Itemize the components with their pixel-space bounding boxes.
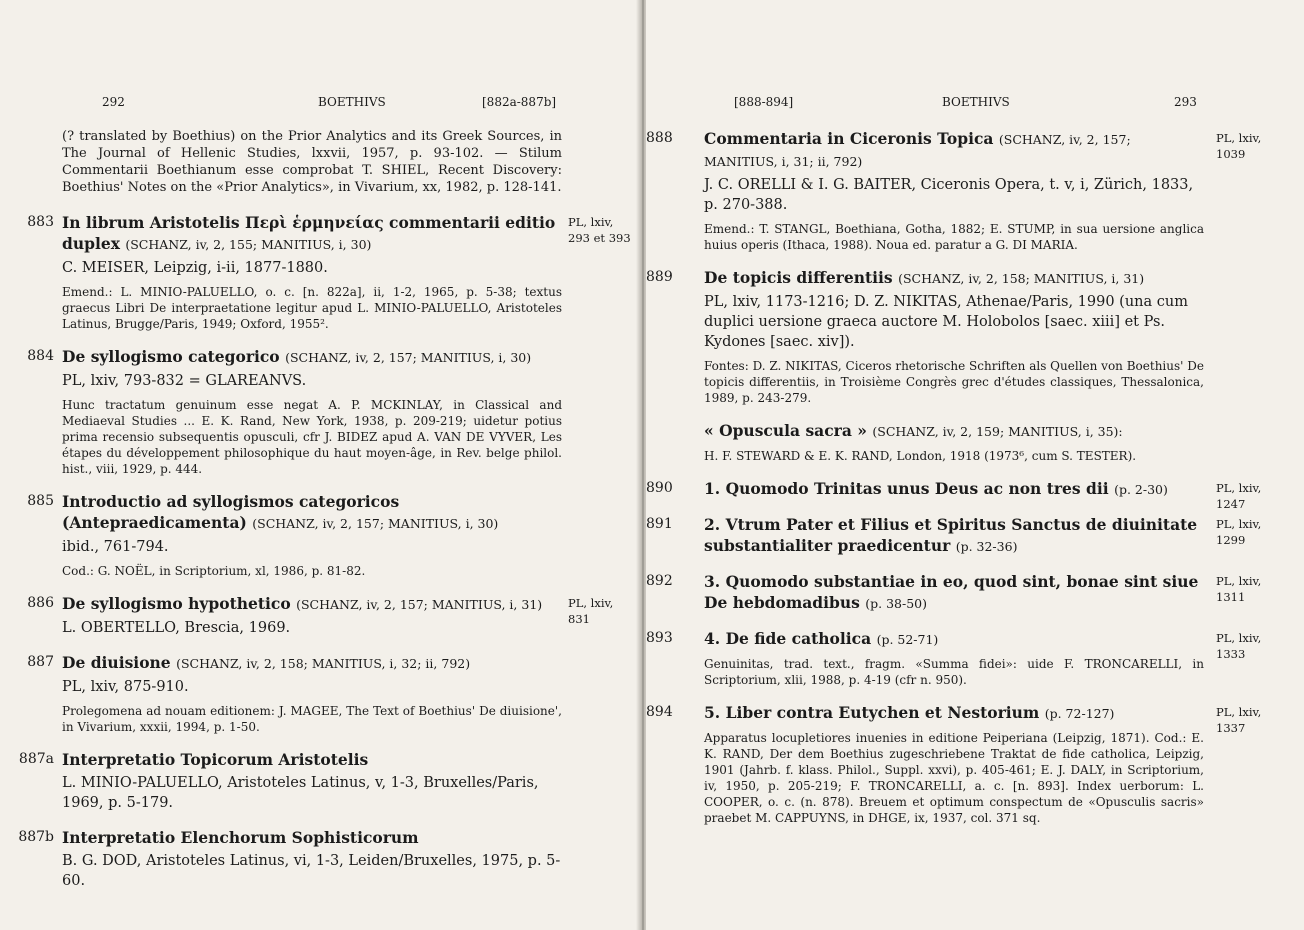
catalog-entry [646,514,1262,557]
entry-reference: (SCHANZ, iv, 2, 159; MANITIUS, i, 35): [872,424,1123,439]
entry-edition: PL, lxiv, 1173-1216; D. Z. NIKITAS, Athenae/Paris, 1990 (una cum duplici uersione graeca auctore M. Holobolos [saec. xiii] et Ps. Kydones [saec. xiv]). [704,294,1188,350]
left-running-title: BOETHIVS [318,95,386,109]
entry-title [704,702,1204,724]
entry-number: 891 [646,516,673,532]
left-page [0,0,642,930]
catalog-entry [27,593,614,638]
catalog-entry [646,128,1262,253]
catalog-entry [27,212,631,332]
entry-sidenote: PL, lxiv, 1311 [1216,574,1262,604]
entry-title [62,491,562,534]
entry-notes: Emend.: L. MINIO-PALUELLO, o. c. [n. 822a], ii, 1-2, 1965, p. 5-38; textus graecus Libri De interpraetatione legitur apud L. MINIO-PALUELLO, Aristoteles Latinus, Brugge/Paris, 1949; Oxford, 1955². [62,285,562,331]
entry-title-text: In librum Aristotelis Περὶ ἑρμηνείας commentarii editio duplex [62,213,556,253]
right-running-title: BOETHIVS [942,95,1010,109]
entry-edition: C. MEISER, Leipzig, i-ii, 1877-1880. [62,260,328,276]
entry-edition: L. MINIO-PALUELLO, Aristoteles Latinus, v, 1-3, Bruxelles/Paris, 1969, p. 5-179. [62,775,539,811]
entry-number: 887a [18,751,54,767]
left-range: [882a-887b] [482,95,557,109]
entry-title-text: De syllogismo categorico [62,347,280,366]
entry-notes: Fontes: D. Z. NIKITAS, Ciceros rhetorische Schriften als Quellen von Boethius' De topicis differentiis, in Troisième Congrès grec d'études classiques, Thessalonica, 1989, p. 243-279. [704,359,1204,405]
entry-sidenote: PL, lxiv, 1299 [1216,517,1262,547]
entry-title-text: 4. De fide catholica [704,629,872,648]
entry-reference: (p. 52-71) [876,632,939,647]
entry-notes: Hunc tractatum genuinum esse negat A. P. MCKINLAY, in Classical and Mediaeval Studies ... E. K. Rand, New York, 1938, p. 209-219; uidetur potius prima recensio subsequentis opusculi, cfr J. BIDEZ apud A. VAN DE VYVER, Les étapes du développement philosophique du haut moyen-âge, in Rev. belge philol. hist., viii, 1929, p. 444. [62,398,562,476]
entry-reference: (p. 2-30) [1114,482,1168,497]
entry-title-text: Interpretatio Elenchorum Sophisticorum [62,828,419,847]
entry-title [62,593,562,615]
entry-sidenote: PL, lxiv, 293 et 393 [568,215,631,245]
entry-reference: (p. 38-50) [865,596,928,611]
entry-title-text: 2. Vtrum Pater et Filius et Spiritus Sanctus de diuinitate substantialiter praedicentur [704,515,1198,555]
entry-title-text: Interpretatio Topicorum Aristotelis [62,750,369,769]
entry-sidenote: PL, lxiv, 1333 [1216,631,1262,661]
entry-title-text: De diuisione [62,653,171,672]
entry-reference: (SCHANZ, iv, 2, 157; MANITIUS, i, 30) [252,516,499,531]
entry-number: 890 [646,480,673,496]
catalog-entry [27,652,562,735]
entry-title [704,128,1204,172]
entry-title-text: Commentaria in Ciceronis Topica [704,129,994,148]
entry-title [62,346,562,368]
entry-title [62,749,562,770]
entry-number: 887b [18,829,54,845]
entry-number: 892 [646,573,673,589]
entry-edition: J. C. ORELLI & I. G. BAITER, Ciceronis Opera, t. v, i, Zürich, 1833, p. 270-388. [704,177,1194,213]
catalog-entry [646,571,1262,614]
entry-title-text: De topicis differentiis [704,268,893,287]
entry-reference: (p. 72-127) [1044,706,1115,721]
entry-reference: (SCHANZ, iv, 2, 158; MANITIUS, i, 32; ii, 792) [176,656,471,671]
entry-edition: ibid., 761-794. [62,539,169,555]
entry-title [704,267,1204,289]
entry-notes: Cod.: G. NOËL, in Scriptorium, xl, 1986, p. 81-82. [62,564,366,578]
entry-number: 883 [27,214,54,230]
entry-number: 884 [27,348,54,364]
catalog-entry [18,827,562,891]
entry-title-text: Introductio ad syllogismos categoricos (Antepraedicamenta) [62,492,400,532]
entry-number: 885 [27,493,54,509]
entry-title-text: « Opuscula sacra » [704,421,867,440]
right-page-number: 293 [1174,95,1197,109]
catalog-entry [704,420,1204,464]
left-column [18,128,631,905]
entry-title-text: 5. Liber contra Eutychen et Nestorium [704,703,1040,722]
intro-paragraph: (? translated by Boethius) on the Prior Analytics and its Greek Sources, in The Journal of Hellenic Studies, lxxvii, 1957, p. 93-102. — Stilum Commentarii Boethianum esse comprobat T. SHIEL, Recent Discovery: Boethius' Notes on the «Prior Analytics», in Vivarium, xx, 1982, p. 128-141. [62,129,562,195]
entry-sidenote: PL, lxiv, 1247 [1216,481,1262,511]
entry-edition: PL, lxiv, 793-832 = GLAREANVS. [62,373,307,389]
entry-sidenote: PL, lxiv, 1039 [1216,131,1262,161]
entry-title [704,420,1204,442]
catalog-entry [27,491,562,579]
entry-edition: L. OBERTELLO, Brescia, 1969. [62,620,291,636]
entry-number: 886 [27,595,54,611]
entry-title-text: 3. Quomodo substantiae in eo, quod sint, bonae sint siue De hebdomadibus [704,572,1199,612]
entry-edition: PL, lxiv, 875-910. [62,679,189,695]
entry-reference: (SCHANZ, iv, 2, 157; MANITIUS, i, 31; ii, 792) [704,132,1131,169]
right-range: [888-894] [734,95,794,109]
entry-edition: B. G. DOD, Aristoteles Latinus, vi, 1-3, Leiden/Bruxelles, 1975, p. 5-60. [62,853,561,889]
catalog-entry [646,267,1204,406]
entry-sidenote: PL, lxiv, 1337 [1216,705,1262,735]
right-column [646,128,1262,840]
entry-title [704,628,1204,650]
entry-number: 893 [646,630,673,646]
entry-title [62,652,562,674]
entry-number: 889 [646,269,673,285]
entry-title-text: 1. Quomodo Trinitas unus Deus ac non tres dii [704,479,1109,498]
entry-reference: (SCHANZ, iv, 2, 157; MANITIUS, i, 30) [285,350,532,365]
entry-number: 894 [646,704,673,720]
entry-title [62,212,562,255]
entry-reference: (p. 32-36) [955,539,1018,554]
entry-title [704,571,1204,614]
catalog-entry [646,702,1262,826]
entry-notes: Apparatus locupletiores inuenies in editione Peiperiana (Leipzig, 1871). Cod.: E. K. RAND, Der dem Boethius zugeschriebene Traktat de fide catholica, Leipzig, 1901 (Jahrb. f. klass. Philol., Suppl. xxvi), p. 405-461; E. J. DALY, in Scriptorium, iv, 1950, p. 205-219; F. TRONCARELLI, a. c. [n. 893]. Index uerborum: L. COOPER, o. c. (n. 878). Breuem et optimum conspectum de «Opusculis sacris» praebet M. CAPPUYNS, in DHGE, ix, 1937, col. 371 sq. [704,731,1204,825]
entry-reference: (SCHANZ, iv, 2, 155; MANITIUS, i, 30) [125,237,372,252]
right-page [646,0,1304,930]
catalog-entry [646,628,1262,688]
catalog-entry [27,346,562,477]
catalog-entry [646,478,1262,511]
catalog-entry [18,749,562,813]
entry-number: 887 [27,654,54,670]
entry-number: 888 [646,130,673,146]
entry-notes: Genuinitas, trad. text., fragm. «Summa fidei»: uide F. TRONCARELLI, in Scriptorium, xlii, 1988, p. 4-19 (cfr n. 950). [704,657,1204,687]
entry-sidenote: PL, lxiv, 831 [568,596,614,626]
entry-title [704,478,1204,500]
entry-notes: Emend.: T. STANGL, Boethiana, Gotha, 1882; E. STUMP, in sua uersione anglica huius operis (Ithaca, 1988). Noua ed. paratur a G. DI MARIA. [704,222,1204,252]
entry-title [704,514,1204,557]
entry-title-text: De syllogismo hypothetico [62,594,291,613]
entry-title [62,827,562,848]
entry-notes: H. F. STEWARD & E. K. RAND, London, 1918 (1973⁶, cum S. TESTER). [704,449,1137,463]
entry-notes: Prolegomena ad nouam editionem: J. MAGEE, The Text of Boethius' De diuisione', in Vivarium, xxxii, 1994, p. 1-50. [62,704,562,734]
entry-reference: (SCHANZ, iv, 2, 158; MANITIUS, i, 31) [898,271,1145,286]
entry-reference: (SCHANZ, iv, 2, 157; MANITIUS, i, 31) [296,597,543,612]
left-page-number: 292 [102,95,125,109]
